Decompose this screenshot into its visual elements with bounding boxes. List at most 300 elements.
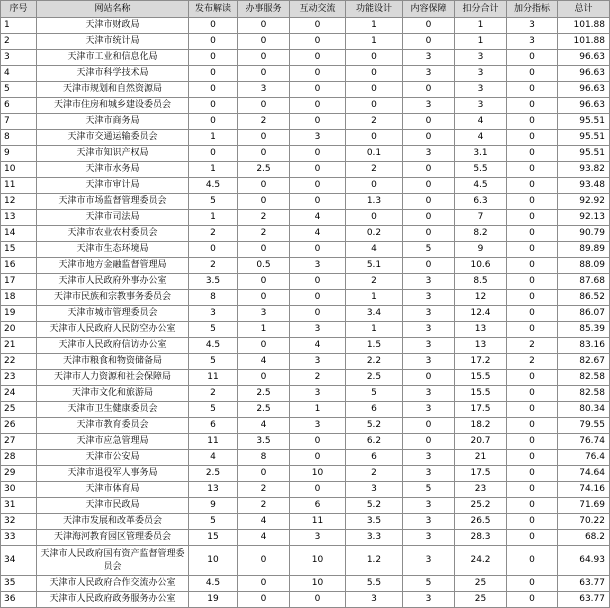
cell-bonus: 0 [507,434,558,450]
cell-deduction-total: 4 [455,130,507,146]
cell-function-design: 0 [346,50,403,66]
cell-deduction-total: 7 [455,210,507,226]
cell-bonus: 0 [507,226,558,242]
cell-seq: 35 [1,576,37,592]
cell-bonus: 0 [507,306,558,322]
table-row [1,306,610,322]
cell-bonus: 0 [507,466,558,482]
cell-content-guarantee: 3 [403,386,455,402]
cell-seq: 36 [1,592,37,608]
cell-publish-interpret: 0 [189,98,238,114]
table-row [1,210,610,226]
cell-total: 92.92 [558,194,610,210]
cell-seq: 2 [1,34,37,50]
header-deduction-total: 扣分合计 [455,1,507,18]
cell-total: 95.51 [558,114,610,130]
cell-deduction-total: 21 [455,450,507,466]
cell-function-design: 3.5 [346,514,403,530]
cell-function-design: 5.2 [346,498,403,514]
cell-bonus: 0 [507,274,558,290]
table-row [1,450,610,466]
cell-function-design: 1.3 [346,194,403,210]
cell-interaction: 0 [290,178,346,194]
cell-site-name: 天津市地方金融监督管理局 [37,258,189,274]
cell-content-guarantee: 0 [403,18,455,34]
cell-deduction-total: 18.2 [455,418,507,434]
header-seq: 序号 [1,1,37,18]
table-row [1,82,610,98]
table-row [1,592,610,608]
cell-publish-interpret: 0 [189,66,238,82]
cell-deduction-total: 3 [455,66,507,82]
cell-site-name: 天津海河教育园区管理委员会 [37,530,189,546]
cell-services: 0 [238,576,290,592]
cell-bonus: 0 [507,66,558,82]
cell-publish-interpret: 4.5 [189,576,238,592]
table-row [1,370,610,386]
cell-services: 0 [238,18,290,34]
cell-site-name: 天津市规划和自然资源局 [37,82,189,98]
cell-publish-interpret: 2 [189,386,238,402]
cell-content-guarantee: 3 [403,50,455,66]
cell-content-guarantee: 3 [403,546,455,576]
cell-content-guarantee: 3 [403,306,455,322]
cell-interaction: 1 [290,402,346,418]
cell-services: 2 [238,210,290,226]
cell-seq: 28 [1,450,37,466]
cell-services: 0 [238,98,290,114]
cell-services: 0.5 [238,258,290,274]
cell-deduction-total: 4.5 [455,178,507,194]
cell-interaction: 0 [290,146,346,162]
cell-deduction-total: 10.6 [455,258,507,274]
cell-function-design: 0 [346,178,403,194]
cell-deduction-total: 25 [455,576,507,592]
cell-total: 82.58 [558,386,610,402]
cell-publish-interpret: 4 [189,450,238,466]
cell-total: 89.89 [558,242,610,258]
cell-bonus: 3 [507,34,558,50]
cell-publish-interpret: 2.5 [189,466,238,482]
cell-function-design: 2 [346,114,403,130]
cell-bonus: 0 [507,130,558,146]
cell-deduction-total: 12 [455,290,507,306]
cell-total: 95.51 [558,146,610,162]
cell-site-name: 天津市统计局 [37,34,189,50]
cell-function-design: 1 [346,34,403,50]
cell-total: 86.52 [558,290,610,306]
cell-site-name: 天津市人民政府人民防空办公室 [37,322,189,338]
table-row [1,418,610,434]
cell-publish-interpret: 0 [189,18,238,34]
cell-function-design: 3.3 [346,530,403,546]
cell-site-name: 天津市人力资源和社会保障局 [37,370,189,386]
cell-total: 90.79 [558,226,610,242]
cell-publish-interpret: 8 [189,290,238,306]
cell-site-name: 天津市教育委员会 [37,418,189,434]
header-services: 办事服务 [238,1,290,18]
cell-deduction-total: 13 [455,338,507,354]
cell-services: 4 [238,514,290,530]
cell-interaction: 3 [290,418,346,434]
cell-total: 87.68 [558,274,610,290]
cell-content-guarantee: 5 [403,242,455,258]
cell-seq: 34 [1,546,37,576]
cell-site-name: 天津市住房和城乡建设委员会 [37,98,189,114]
cell-publish-interpret: 19 [189,592,238,608]
cell-total: 82.58 [558,370,610,386]
cell-publish-interpret: 1 [189,162,238,178]
cell-interaction: 2 [290,370,346,386]
cell-interaction: 0 [290,18,346,34]
cell-seq: 27 [1,434,37,450]
table-row [1,130,610,146]
table-row [1,98,610,114]
table-row [1,290,610,306]
table-row [1,34,610,50]
cell-publish-interpret: 0 [189,146,238,162]
header-function-design: 功能设计 [346,1,403,18]
header-bonus: 加分指标 [507,1,558,18]
table-row [1,354,610,370]
cell-function-design: 5.2 [346,418,403,434]
cell-bonus: 0 [507,178,558,194]
cell-interaction: 0 [290,34,346,50]
cell-total: 71.69 [558,498,610,514]
cell-publish-interpret: 3 [189,306,238,322]
cell-site-name: 天津市水务局 [37,162,189,178]
cell-bonus: 0 [507,592,558,608]
cell-services: 0 [238,546,290,576]
cell-bonus: 0 [507,290,558,306]
cell-total: 95.51 [558,130,610,146]
cell-services: 4 [238,354,290,370]
table-row [1,322,610,338]
cell-publish-interpret: 0 [189,34,238,50]
cell-publish-interpret: 1 [189,210,238,226]
cell-publish-interpret: 9 [189,498,238,514]
table-row [1,50,610,66]
cell-total: 101.88 [558,18,610,34]
cell-seq: 9 [1,146,37,162]
cell-interaction: 3 [290,322,346,338]
cell-seq: 13 [1,210,37,226]
cell-site-name: 天津市卫生健康委员会 [37,402,189,418]
table-row [1,18,610,34]
cell-publish-interpret: 5 [189,194,238,210]
cell-function-design: 3 [346,592,403,608]
table-row [1,498,610,514]
cell-services: 4 [238,530,290,546]
cell-interaction: 0 [290,194,346,210]
cell-content-guarantee: 0 [403,130,455,146]
cell-function-design: 0 [346,98,403,114]
cell-interaction: 0 [290,592,346,608]
cell-services: 2 [238,498,290,514]
cell-total: 63.77 [558,576,610,592]
cell-content-guarantee: 3 [403,338,455,354]
cell-services: 0 [238,242,290,258]
cell-bonus: 0 [507,418,558,434]
cell-total: 76.74 [558,434,610,450]
table-row [1,146,610,162]
cell-function-design: 3 [346,482,403,498]
cell-content-guarantee: 3 [403,354,455,370]
cell-site-name: 天津市司法局 [37,210,189,226]
table-row [1,66,610,82]
cell-function-design: 1 [346,290,403,306]
cell-function-design: 5.1 [346,258,403,274]
cell-total: 96.63 [558,66,610,82]
cell-interaction: 11 [290,514,346,530]
cell-content-guarantee: 0 [403,418,455,434]
cell-content-guarantee: 0 [403,210,455,226]
cell-total: 93.82 [558,162,610,178]
cell-total: 82.67 [558,354,610,370]
cell-content-guarantee: 3 [403,466,455,482]
cell-bonus: 0 [507,322,558,338]
cell-total: 80.34 [558,402,610,418]
cell-services: 0 [238,50,290,66]
cell-total: 63.77 [558,592,610,608]
cell-services: 0 [238,338,290,354]
cell-bonus: 0 [507,402,558,418]
cell-interaction: 4 [290,338,346,354]
cell-seq: 14 [1,226,37,242]
cell-content-guarantee: 3 [403,592,455,608]
cell-seq: 12 [1,194,37,210]
cell-bonus: 0 [507,370,558,386]
table-row [1,194,610,210]
cell-seq: 32 [1,514,37,530]
cell-content-guarantee: 3 [403,530,455,546]
cell-total: 64.93 [558,546,610,576]
cell-function-design: 1.2 [346,546,403,576]
cell-deduction-total: 6.3 [455,194,507,210]
cell-seq: 1 [1,18,37,34]
cell-seq: 31 [1,498,37,514]
cell-bonus: 0 [507,242,558,258]
cell-total: 96.63 [558,98,610,114]
cell-function-design: 5.5 [346,576,403,592]
cell-content-guarantee: 0 [403,434,455,450]
cell-content-guarantee: 0 [403,226,455,242]
cell-deduction-total: 3 [455,98,507,114]
cell-content-guarantee: 0 [403,178,455,194]
cell-services: 2.5 [238,402,290,418]
cell-deduction-total: 15.5 [455,370,507,386]
cell-interaction: 3 [290,354,346,370]
cell-services: 0 [238,130,290,146]
cell-deduction-total: 25.2 [455,498,507,514]
cell-services: 0 [238,146,290,162]
cell-seq: 25 [1,402,37,418]
cell-deduction-total: 17.2 [455,354,507,370]
cell-bonus: 2 [507,338,558,354]
cell-interaction: 0 [290,66,346,82]
cell-function-design: 2 [346,466,403,482]
cell-services: 2.5 [238,162,290,178]
cell-site-name: 天津市民政局 [37,498,189,514]
cell-total: 74.64 [558,466,610,482]
cell-publish-interpret: 4.5 [189,178,238,194]
cell-interaction: 10 [290,546,346,576]
cell-bonus: 0 [507,450,558,466]
header-site-name: 网站名称 [37,1,189,18]
cell-content-guarantee: 3 [403,322,455,338]
cell-site-name: 天津市公安局 [37,450,189,466]
cell-bonus: 0 [507,162,558,178]
table-row [1,162,610,178]
cell-interaction: 0 [290,162,346,178]
cell-interaction: 0 [290,242,346,258]
cell-total: 96.63 [558,82,610,98]
cell-services: 0 [238,370,290,386]
cell-bonus: 0 [507,210,558,226]
cell-deduction-total: 20.7 [455,434,507,450]
cell-deduction-total: 15.5 [455,386,507,402]
table-row [1,386,610,402]
cell-content-guarantee: 0 [403,82,455,98]
cell-interaction: 0 [290,274,346,290]
cell-services: 3 [238,306,290,322]
cell-publish-interpret: 13 [189,482,238,498]
cell-interaction: 0 [290,306,346,322]
cell-publish-interpret: 0 [189,50,238,66]
cell-deduction-total: 8.2 [455,226,507,242]
cell-publish-interpret: 11 [189,370,238,386]
cell-site-name: 天津市发展和改革委员会 [37,514,189,530]
cell-content-guarantee: 0 [403,34,455,50]
cell-publish-interpret: 2 [189,258,238,274]
cell-seq: 5 [1,82,37,98]
cell-publish-interpret: 11 [189,434,238,450]
cell-publish-interpret: 15 [189,530,238,546]
cell-deduction-total: 8.5 [455,274,507,290]
cell-deduction-total: 3 [455,50,507,66]
cell-site-name: 天津市退役军人事务局 [37,466,189,482]
cell-services: 0 [238,34,290,50]
cell-publish-interpret: 3.5 [189,274,238,290]
cell-deduction-total: 3.1 [455,146,507,162]
cell-content-guarantee: 0 [403,194,455,210]
cell-function-design: 0.1 [346,146,403,162]
cell-site-name: 天津市商务局 [37,114,189,130]
cell-publish-interpret: 0 [189,114,238,130]
cell-site-name: 天津市交通运输委员会 [37,130,189,146]
cell-function-design: 1.5 [346,338,403,354]
cell-interaction: 0 [290,290,346,306]
cell-total: 96.63 [558,50,610,66]
cell-bonus: 0 [507,530,558,546]
cell-function-design: 2.5 [346,370,403,386]
cell-bonus: 0 [507,258,558,274]
cell-site-name: 天津市人民政府信访办公室 [37,338,189,354]
cell-bonus: 0 [507,546,558,576]
cell-total: 74.16 [558,482,610,498]
table-row [1,242,610,258]
cell-bonus: 0 [507,498,558,514]
cell-function-design: 1 [346,18,403,34]
cell-seq: 33 [1,530,37,546]
cell-seq: 11 [1,178,37,194]
cell-seq: 19 [1,306,37,322]
table-header-row [1,1,610,18]
cell-services: 0 [238,274,290,290]
cell-publish-interpret: 5 [189,322,238,338]
cell-interaction: 3 [290,130,346,146]
cell-seq: 4 [1,66,37,82]
cell-content-guarantee: 0 [403,114,455,130]
cell-interaction: 4 [290,210,346,226]
cell-total: 85.39 [558,322,610,338]
cell-services: 4 [238,418,290,434]
table-row [1,546,610,576]
cell-function-design: 0 [346,66,403,82]
cell-seq: 23 [1,370,37,386]
cell-site-name: 天津市城市管理委员会 [37,306,189,322]
cell-bonus: 3 [507,18,558,34]
cell-content-guarantee: 5 [403,576,455,592]
cell-site-name: 天津市体育局 [37,482,189,498]
cell-bonus: 0 [507,482,558,498]
cell-bonus: 0 [507,146,558,162]
cell-bonus: 0 [507,50,558,66]
cell-bonus: 0 [507,114,558,130]
cell-deduction-total: 26.5 [455,514,507,530]
cell-site-name: 天津市文化和旅游局 [37,386,189,402]
cell-interaction: 0 [290,82,346,98]
cell-seq: 3 [1,50,37,66]
cell-bonus: 0 [507,82,558,98]
cell-content-guarantee: 3 [403,98,455,114]
cell-total: 68.2 [558,530,610,546]
cell-seq: 7 [1,114,37,130]
table-body [1,18,610,608]
cell-bonus: 0 [507,514,558,530]
table-row [1,258,610,274]
cell-site-name: 天津市人民政府政务服务办公室 [37,592,189,608]
cell-deduction-total: 23 [455,482,507,498]
cell-content-guarantee: 3 [403,290,455,306]
cell-seq: 16 [1,258,37,274]
cell-interaction: 0 [290,98,346,114]
cell-bonus: 0 [507,386,558,402]
cell-function-design: 6 [346,402,403,418]
cell-deduction-total: 24.2 [455,546,507,576]
cell-interaction: 3 [290,530,346,546]
cell-site-name: 天津市人民政府外事办公室 [37,274,189,290]
cell-site-name: 天津市科学技术局 [37,66,189,82]
cell-services: 0 [238,466,290,482]
header-content-guarantee: 内容保障 [403,1,455,18]
cell-deduction-total: 1 [455,18,507,34]
cell-publish-interpret: 5 [189,402,238,418]
cell-function-design: 4 [346,242,403,258]
cell-seq: 8 [1,130,37,146]
table-row [1,274,610,290]
cell-bonus: 0 [507,194,558,210]
cell-services: 2 [238,114,290,130]
cell-function-design: 0 [346,130,403,146]
cell-deduction-total: 25 [455,592,507,608]
cell-content-guarantee: 5 [403,482,455,498]
cell-services: 0 [238,592,290,608]
cell-total: 101.88 [558,34,610,50]
cell-function-design: 3.4 [346,306,403,322]
cell-total: 93.48 [558,178,610,194]
cell-deduction-total: 4 [455,114,507,130]
